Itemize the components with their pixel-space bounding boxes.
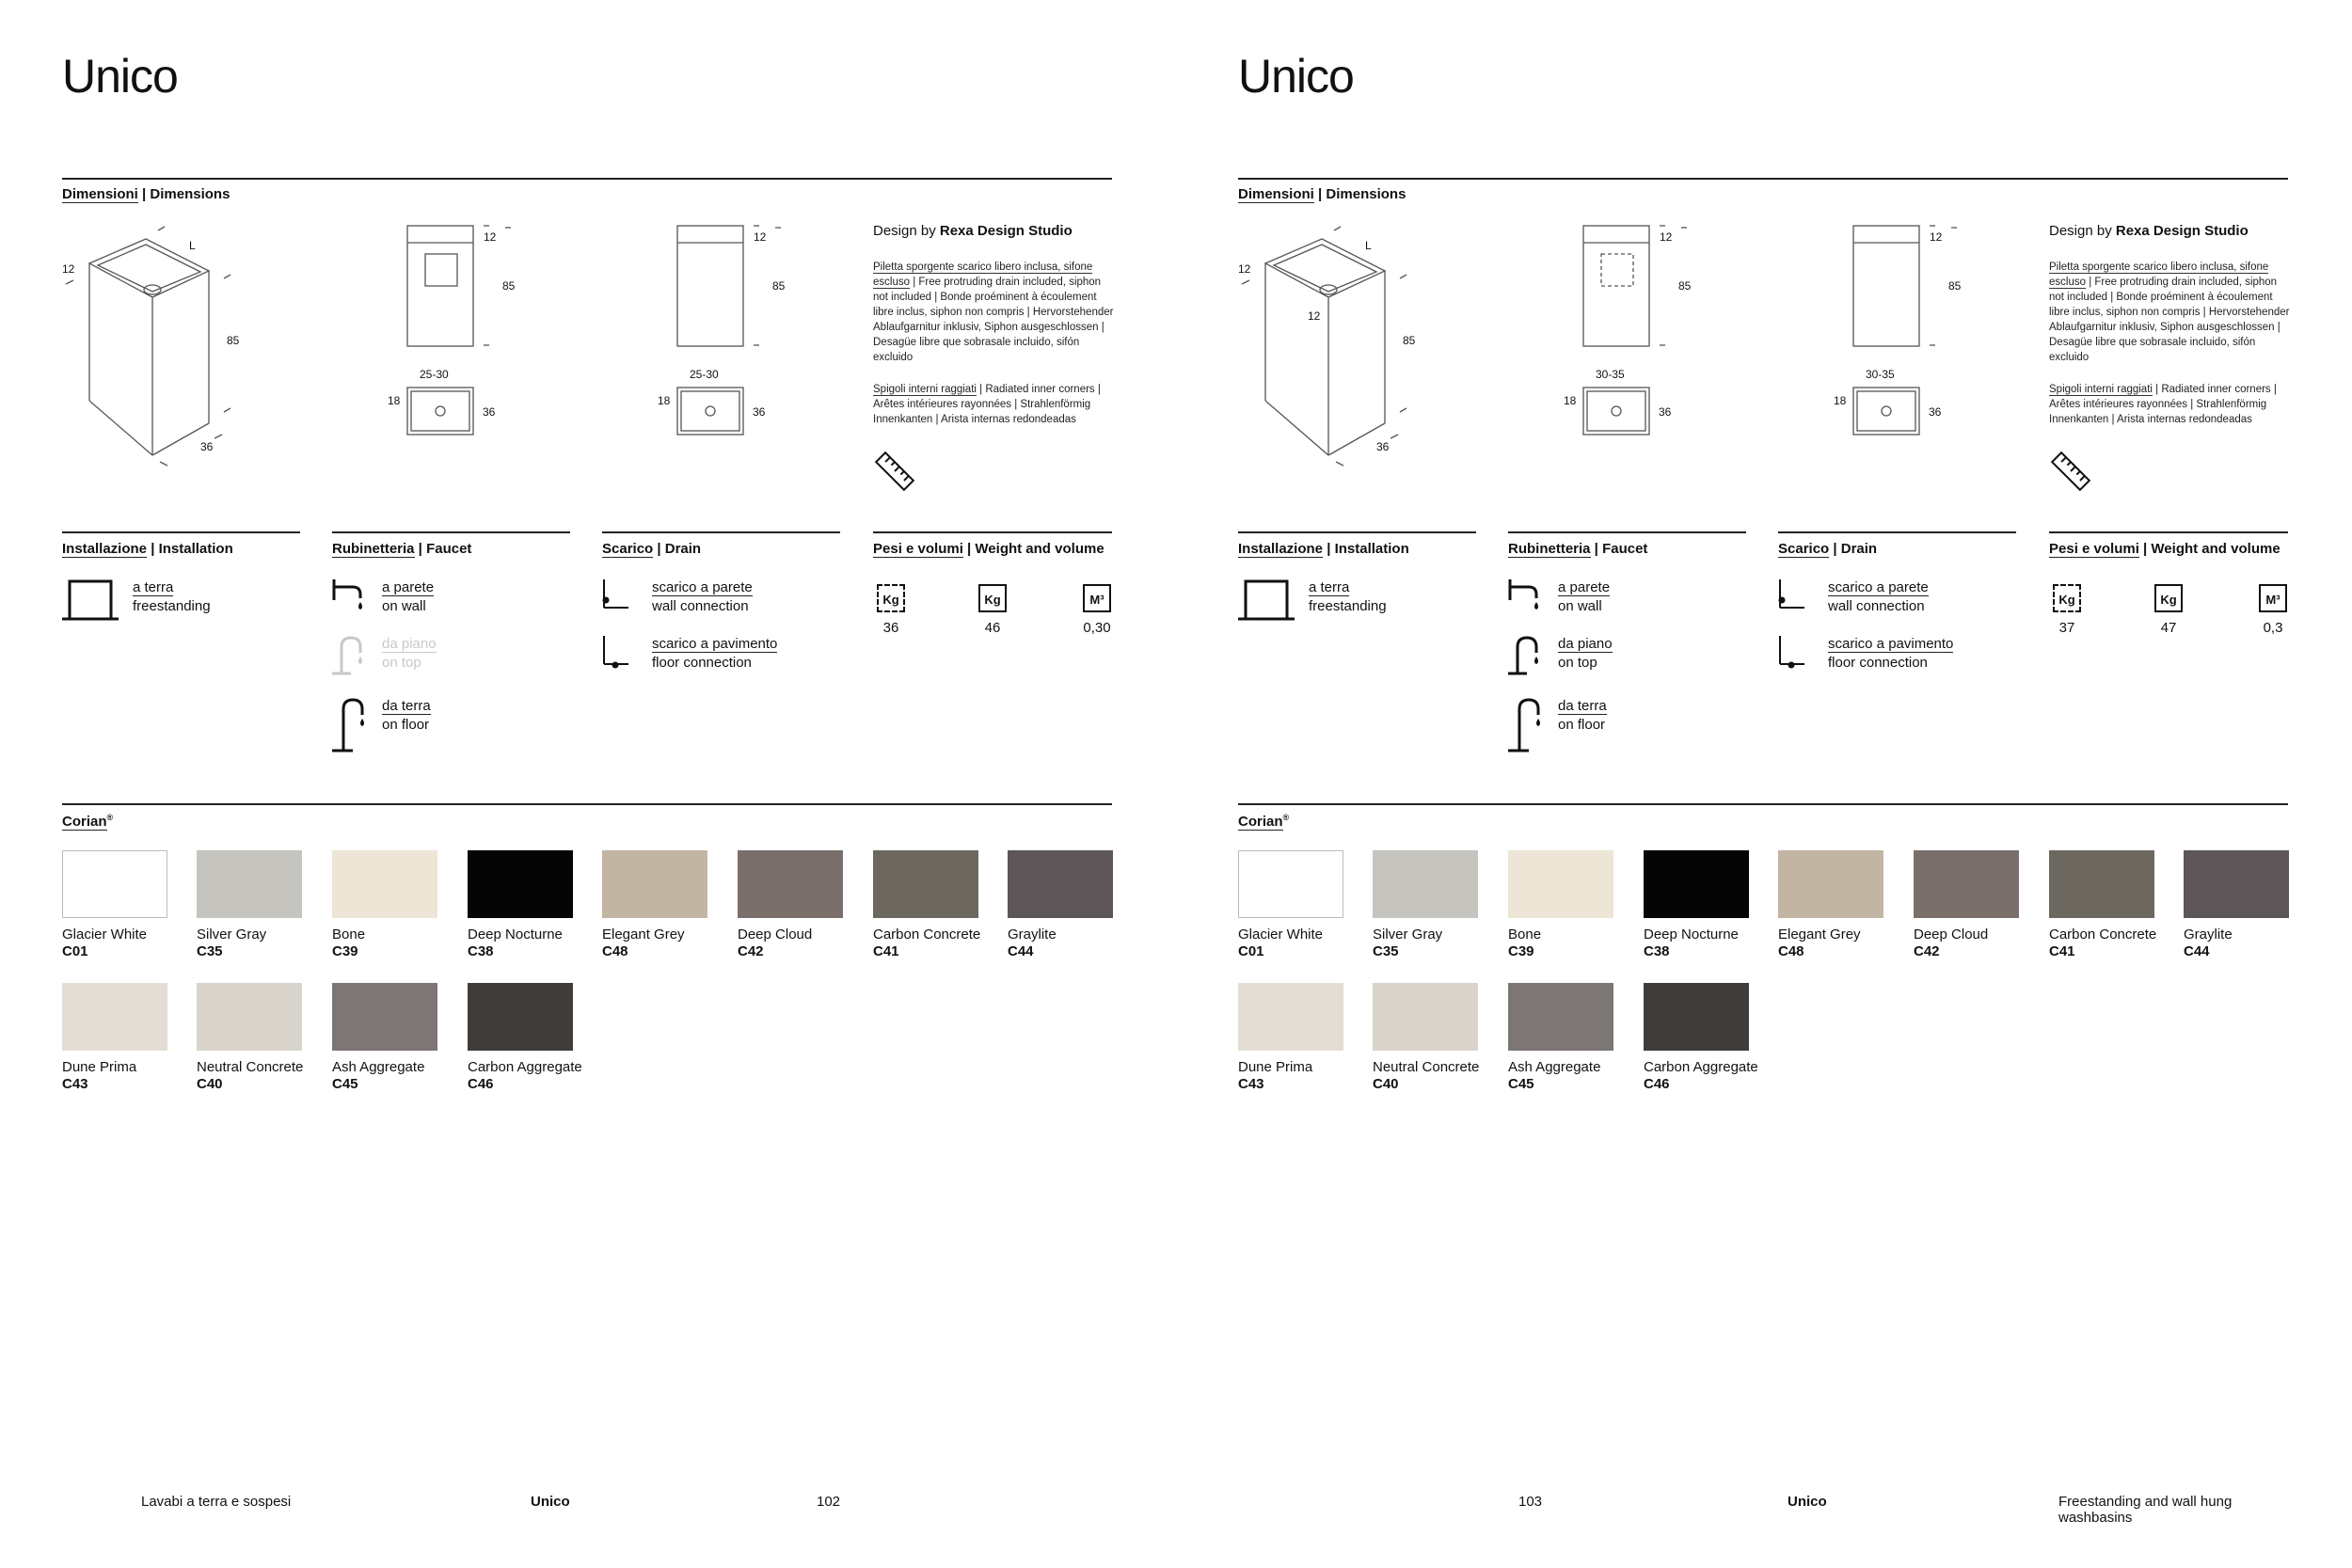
volume-icon: M³ xyxy=(1083,584,1111,612)
swatch-code: C46 xyxy=(1644,1076,1670,1092)
swatch-name: Carbon Concrete xyxy=(2049,927,2157,942)
swatch-name: Carbon Concrete xyxy=(873,927,981,942)
iso-l-label: L xyxy=(189,239,196,252)
faucet-label: Rubinetteria | Faucet xyxy=(332,541,472,557)
color-swatch xyxy=(1373,983,1478,1093)
swatch-name: Bone xyxy=(1508,927,1542,942)
swatch-chip xyxy=(197,850,302,918)
swatch-chip xyxy=(197,983,302,1051)
ruler-icon xyxy=(873,450,916,493)
iso-depth-inner-label: 12 xyxy=(1308,309,1321,323)
swatch-name: Graylite xyxy=(1008,927,1057,942)
swatch-chip xyxy=(468,850,573,918)
plan-b-width-label: 36 xyxy=(753,405,766,419)
color-swatch xyxy=(197,983,302,1093)
drain-label: Scarico | Drain xyxy=(602,541,702,557)
plan-a-range-label: 30-35 xyxy=(1596,368,1625,381)
plan-b-depth-label: 18 xyxy=(1834,394,1847,407)
swatch-chip xyxy=(1644,983,1749,1051)
swatch-name: Dune Prima xyxy=(1238,1059,1313,1075)
color-swatch xyxy=(1508,983,1613,1093)
floor-faucet-icon xyxy=(1508,696,1546,752)
swatch-code: C43 xyxy=(62,1076,88,1092)
swatch-name: Deep Nocturne xyxy=(1644,927,1739,942)
front-elevation-drawing xyxy=(388,222,555,448)
swatch-code: C40 xyxy=(197,1076,223,1092)
swatch-name: Dune Prima xyxy=(62,1059,137,1075)
footer-product: Unico xyxy=(1788,1494,1827,1510)
swatch-code: C39 xyxy=(1508,943,1534,959)
color-swatch xyxy=(332,850,437,960)
color-swatch xyxy=(1008,850,1113,960)
side-top-label: 12 xyxy=(1930,230,1943,244)
volume-icon: M³ xyxy=(2259,584,2287,612)
swatch-code: C01 xyxy=(62,943,88,959)
corian-label: Corian® xyxy=(1238,813,1290,830)
front-top-label: 12 xyxy=(484,230,497,244)
drain-label: Scarico | Drain xyxy=(1778,541,1878,557)
swatch-name: Ash Aggregate xyxy=(1508,1059,1601,1075)
net-weight-icon: Kg xyxy=(978,584,1007,612)
faucet-option-top: da piano on top xyxy=(332,634,558,687)
isometric-drawing xyxy=(56,226,273,470)
swatch-code: C45 xyxy=(332,1076,358,1092)
swatch-code: C40 xyxy=(1373,1076,1399,1092)
drain-divider xyxy=(1778,531,2016,533)
plan-b-range-label: 30-35 xyxy=(1866,368,1895,381)
net-weight: Kg 46 xyxy=(964,584,1021,636)
swatch-code: C43 xyxy=(1238,1076,1264,1092)
wall-faucet-icon xyxy=(1508,578,1546,615)
installation-divider xyxy=(62,531,300,533)
installation-option: a terra freestanding xyxy=(62,578,288,630)
color-swatch xyxy=(738,850,843,960)
wall-faucet-icon xyxy=(332,578,370,615)
swatch-name: Carbon Aggregate xyxy=(468,1059,582,1075)
isometric-drawing xyxy=(1232,226,1449,470)
floor-drain-icon xyxy=(1778,634,1816,672)
swatch-code: C45 xyxy=(1508,1076,1534,1092)
drain-note: Piletta sporgente scarico libero inclusa, sifone escluso | Free protruding drain included, siphon not included | Bonde proéminent à écoulement libre inclus, siphon non compris | Hervorstehender Ablaufgarnitur inklusiv, Siphon ausgeschlossen | Desagüe libre que sobrasale incluido, sifón excluido xyxy=(873,261,1114,363)
color-swatch xyxy=(62,850,167,960)
swatch-chip xyxy=(738,850,843,918)
swatch-chip xyxy=(1373,983,1478,1051)
swatch-code: C35 xyxy=(197,943,223,959)
side-elevation-drawing xyxy=(658,222,825,448)
weight-label: Pesi e volumi | Weight and volume xyxy=(2049,541,2280,557)
swatch-name: Neutral Concrete xyxy=(197,1059,304,1075)
packed-weight: Kg 37 xyxy=(2039,584,2095,636)
swatch-name: Elegant Grey xyxy=(1778,927,1861,942)
front-height-label: 85 xyxy=(1678,279,1692,293)
drain-option-floor: scarico a pavimento floor connection xyxy=(602,634,828,687)
iso-depth-label: 12 xyxy=(62,262,75,276)
swatch-name: Graylite xyxy=(2184,927,2233,942)
swatch-chip xyxy=(468,983,573,1051)
swatch-code: C39 xyxy=(332,943,358,959)
page-title: Unico xyxy=(62,50,178,103)
iso-depth-label: 12 xyxy=(1238,262,1251,276)
floor-faucet-icon xyxy=(332,696,370,752)
swatch-chip xyxy=(602,850,707,918)
corners-note: Spigoli interni raggiati | Radiated inner corners | Arêtes intérieures rayonnées | Strahlenförmig Innenkanten | Arista internas redondeadas xyxy=(873,384,1101,425)
swatch-chip xyxy=(1373,850,1478,918)
faucet-option-top: da piano on top xyxy=(1508,634,1734,687)
swatch-chip xyxy=(2049,850,2154,918)
weight-label: Pesi e volumi | Weight and volume xyxy=(873,541,1104,557)
color-swatch xyxy=(1644,983,1758,1093)
design-credit: Design by Rexa Design Studio xyxy=(2049,223,2249,239)
net-weight-icon: Kg xyxy=(2154,584,2183,612)
swatch-name: Neutral Concrete xyxy=(1373,1059,1480,1075)
footer-page-number: 103 xyxy=(1518,1494,1543,1510)
swatch-code: C01 xyxy=(1238,943,1264,959)
footer-product: Unico xyxy=(531,1494,570,1510)
footer-section: Freestanding and wall hung washbasins xyxy=(2058,1494,2233,1526)
swatch-code: C38 xyxy=(1644,943,1670,959)
installation-option: a terra freestanding xyxy=(1238,578,1464,630)
color-swatch xyxy=(1644,850,1749,960)
faucet-option-wall: a parete on wall xyxy=(1508,578,1734,630)
swatch-chip xyxy=(332,850,437,918)
color-swatch xyxy=(468,983,582,1093)
front-top-label: 12 xyxy=(1660,230,1673,244)
ruler-icon xyxy=(2049,450,2092,493)
swatch-name: Deep Cloud xyxy=(1914,927,1989,942)
swatch-code: C35 xyxy=(1373,943,1399,959)
volume: M³ 0,30 xyxy=(1069,584,1125,636)
swatch-code: C44 xyxy=(1008,943,1034,959)
faucet-divider xyxy=(1508,531,1746,533)
swatch-code: C38 xyxy=(468,943,494,959)
swatch-chip xyxy=(1238,983,1343,1051)
swatch-code: C46 xyxy=(468,1076,494,1092)
faucet-label: Rubinetteria | Faucet xyxy=(1508,541,1648,557)
side-height-label: 85 xyxy=(772,279,786,293)
swatch-name: Bone xyxy=(332,927,366,942)
side-top-label: 12 xyxy=(754,230,767,244)
swatch-code: C48 xyxy=(1778,943,1804,959)
swatch-code: C42 xyxy=(1914,943,1940,959)
packed-weight-icon: Kg xyxy=(877,584,905,612)
color-swatch xyxy=(332,983,437,1093)
faucet-option-floor: da terra on floor xyxy=(1508,696,1734,749)
color-swatch xyxy=(2049,850,2157,960)
plan-b-width-label: 36 xyxy=(1929,405,1942,419)
swatch-chip xyxy=(1778,850,1883,918)
plan-a-depth-label: 18 xyxy=(388,394,401,407)
iso-width-label: 36 xyxy=(200,440,214,453)
swatch-name: Glacier White xyxy=(62,927,148,942)
swatch-chip xyxy=(62,850,167,918)
front-height-label: 85 xyxy=(502,279,516,293)
swatch-name: Silver Gray xyxy=(1373,927,1443,942)
design-credit: Design by Rexa Design Studio xyxy=(873,223,1073,239)
installation-label: Installazione | Installation xyxy=(1238,541,1409,557)
color-swatch xyxy=(1238,850,1343,960)
packed-weight-icon: Kg xyxy=(2053,584,2081,612)
plan-a-width-label: 36 xyxy=(483,405,496,419)
color-swatch xyxy=(1914,850,2019,960)
top-divider xyxy=(62,178,1112,180)
corian-divider xyxy=(62,803,1112,805)
faucet-option-wall: a parete on wall xyxy=(332,578,558,630)
net-weight: Kg 47 xyxy=(2140,584,2197,636)
weight-divider xyxy=(873,531,1112,533)
swatch-chip xyxy=(1008,850,1113,918)
color-swatch xyxy=(1238,983,1343,1093)
swatch-name: Deep Nocturne xyxy=(468,927,563,942)
swatch-name: Elegant Grey xyxy=(602,927,685,942)
faucet-option-floor: da terra on floor xyxy=(332,696,558,749)
floor-drain-icon xyxy=(602,634,640,672)
color-swatch xyxy=(1373,850,1478,960)
plan-a-depth-label: 18 xyxy=(1564,394,1577,407)
drain-option-wall: scarico a parete wall connection xyxy=(602,578,828,630)
swatch-chip xyxy=(2184,850,2289,918)
color-swatch xyxy=(1778,850,1883,960)
swatch-chip xyxy=(1914,850,2019,918)
footer-section: Lavabi a terra e sospesi xyxy=(141,1494,292,1510)
plan-a-range-label: 25-30 xyxy=(420,368,449,381)
packed-weight: Kg 36 xyxy=(863,584,919,636)
side-elevation-drawing xyxy=(1834,222,2001,448)
iso-height-label: 85 xyxy=(1403,334,1416,347)
drain-note: Piletta sporgente scarico libero inclusa, sifone escluso | Free protruding drain included, siphon not included | Bonde proéminent à écoulement libre inclus, siphon non compris | Hervorstehender Ablaufgarnitur inklusiv, Siphon ausgeschlossen | Desagüe libre que sobrasale incluido, sifón excluido xyxy=(2049,261,2290,363)
corian-divider xyxy=(1238,803,2288,805)
swatch-name: Deep Cloud xyxy=(738,927,813,942)
dimensions-label: Dimensioni | Dimensions xyxy=(1238,186,1406,202)
swatch-chip xyxy=(1644,850,1749,918)
installation-divider xyxy=(1238,531,1476,533)
swatch-name: Carbon Aggregate xyxy=(1644,1059,1758,1075)
color-swatch xyxy=(873,850,981,960)
color-swatch xyxy=(2184,850,2289,960)
swatch-chip xyxy=(873,850,978,918)
weight-divider xyxy=(2049,531,2288,533)
swatch-code: C48 xyxy=(602,943,628,959)
color-swatch xyxy=(1508,850,1613,960)
swatch-code: C41 xyxy=(873,943,899,959)
wall-drain-icon xyxy=(602,578,640,615)
swatch-code: C44 xyxy=(2184,943,2210,959)
iso-height-label: 85 xyxy=(227,334,240,347)
installation-label: Installazione | Installation xyxy=(62,541,233,557)
swatch-name: Ash Aggregate xyxy=(332,1059,425,1075)
plan-b-depth-label: 18 xyxy=(658,394,671,407)
swatch-chip xyxy=(62,983,167,1051)
right-page xyxy=(1176,0,2352,1568)
side-height-label: 85 xyxy=(1948,279,1962,293)
page-title: Unico xyxy=(1238,50,1354,103)
drain-option-wall: scarico a parete wall connection xyxy=(1778,578,2004,630)
color-swatch xyxy=(602,850,707,960)
front-elevation-drawing xyxy=(1564,222,1731,448)
swatch-code: C42 xyxy=(738,943,764,959)
dimensions-label: Dimensioni | Dimensions xyxy=(62,186,230,202)
drain-divider xyxy=(602,531,840,533)
plan-b-range-label: 25-30 xyxy=(690,368,719,381)
color-swatch xyxy=(197,850,302,960)
drain-option-floor: scarico a pavimento floor connection xyxy=(1778,634,2004,687)
corian-label: Corian® xyxy=(62,813,114,830)
volume: M³ 0,3 xyxy=(2245,584,2301,636)
wall-drain-icon xyxy=(1778,578,1816,615)
swatch-chip xyxy=(1238,850,1343,918)
iso-width-label: 36 xyxy=(1376,440,1390,453)
swatch-chip xyxy=(1508,983,1613,1051)
top-divider xyxy=(1238,178,2288,180)
color-swatch xyxy=(468,850,573,960)
faucet-divider xyxy=(332,531,570,533)
iso-l-label: L xyxy=(1365,239,1372,252)
corners-note: Spigoli interni raggiati | Radiated inner corners | Arêtes intérieures rayonnées | Strahlenförmig Innenkanten | Arista internas redondeadas xyxy=(2049,384,2277,425)
swatch-name: Silver Gray xyxy=(197,927,267,942)
swatch-name: Glacier White xyxy=(1238,927,1324,942)
freestanding-icon xyxy=(62,578,119,621)
top-faucet-icon xyxy=(1508,634,1546,675)
plan-a-width-label: 36 xyxy=(1659,405,1672,419)
swatch-chip xyxy=(332,983,437,1051)
footer-page-number: 102 xyxy=(817,1494,841,1510)
freestanding-icon xyxy=(1238,578,1295,621)
color-swatch xyxy=(62,983,167,1093)
top-faucet-icon xyxy=(332,634,370,675)
swatch-chip xyxy=(1508,850,1613,918)
swatch-code: C41 xyxy=(2049,943,2075,959)
